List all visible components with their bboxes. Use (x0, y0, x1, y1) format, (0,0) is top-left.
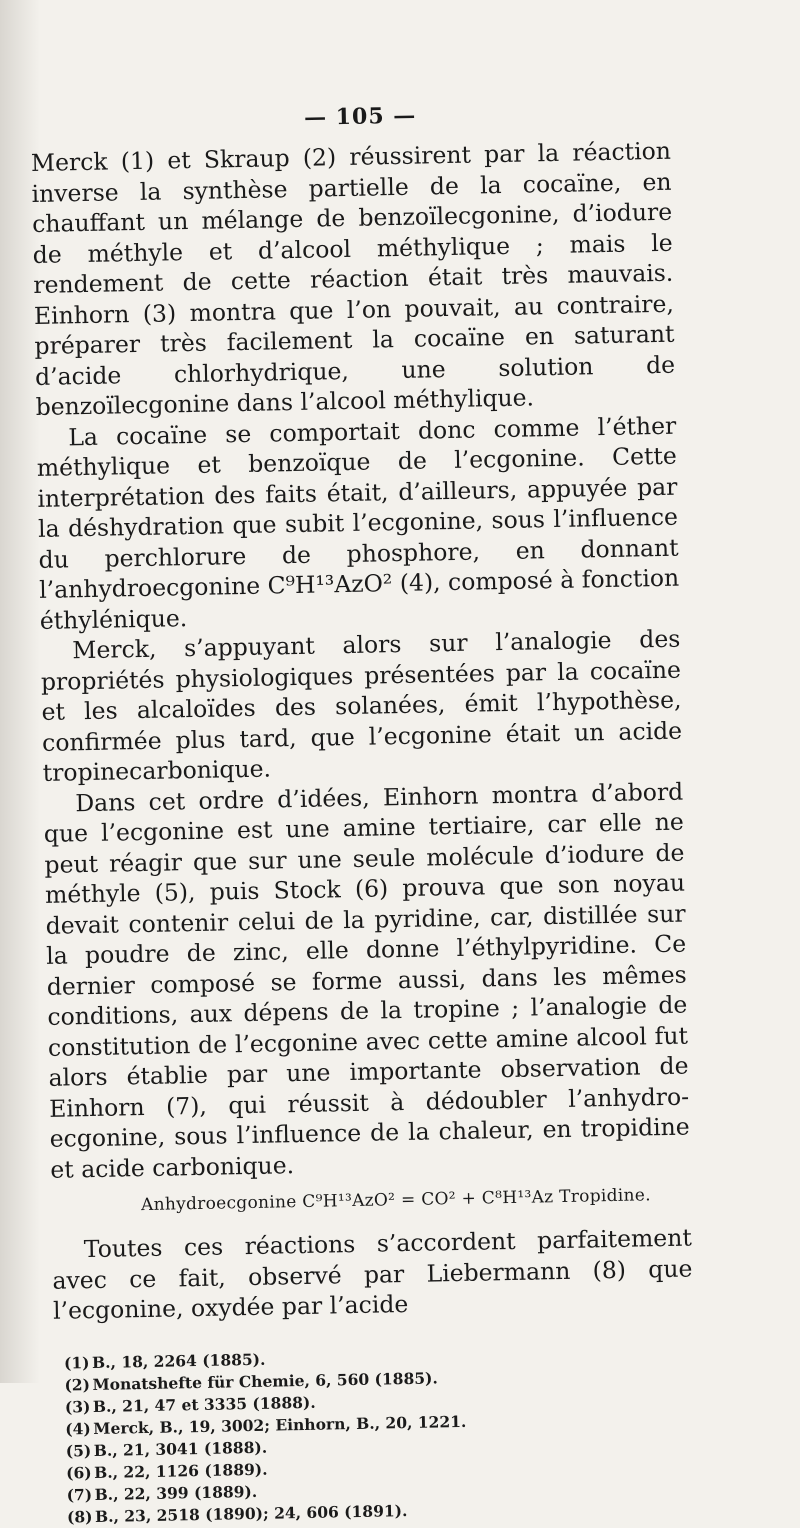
footnote-number: (4) (65, 1418, 91, 1439)
paragraph-3: Merck, s’appuyant alors sur l’analogie des propriétés physiologiques présentées par la cocaïne et les alcaloïdes des solanées, émit l’hypothèse, confirmée plus tard, que l’ecgonine était un acide tropinecarbonique. (40, 624, 683, 787)
paragraph-1: Merck (1) et Skraup (2) réussirent par la réaction inverse la synthèse partielle de la cocaïne, en chauffant un mélange de benzoïlecgonine, d’iodure de méthyle et d’alcool méthylique ; mais le rendement de cette réaction était très mauvais. Einhorn (3) montra que l’on pouvait, au contraire, préparer très facilement la cocaïne en saturant d’acide chlorhydrique, une solution de benzoïlecgonine dans l’alcool méthylique. (30, 136, 676, 421)
footnote-number: (8) (66, 1506, 93, 1527)
paragraph-4: Dans cet ordre d’idées, Einhorn montra d’abord que l’ecgonine est une amine tertiaire, car elle ne peut réagir que sur une seule molécule d’iodure de méthyle (5), puis Stock (6) prouva que son noyau devait contenir celui de la pyridine, car, distillée sur la poudre de zinc, elle donne l’éthylpyridine. Ce dernier composé se forme aussi, dans les mêmes conditions, aux dépens de la tropine ; l’analogie de constitution de l’ecgonine avec cette amine alcool fut alors établie par une importante observation de Einhorn (7), qui réussit à dédoubler l’anhydro-ecgonine, sous l’influence de la chaleur, en tropidine et acide carbonique. (43, 777, 690, 1184)
footnote-text: Monatshefte für Chemie, 6, 560 (1885). (92, 1367, 438, 1394)
footnote-text: B., 18, 2264 (1885). (91, 1349, 266, 1372)
footnote-number: (3) (64, 1396, 91, 1417)
footnote-number: (1) (63, 1352, 90, 1373)
footnote-text: B., 23, 2518 (1890); 24, 606 (1891). (94, 1500, 408, 1526)
footnote-text: B., 21, 3041 (1888). (93, 1437, 268, 1460)
closing-paragraph: Toutes ces réactions s’accordent parfaitement avec ce fait, observé par Liebermann (8) que l’ecgonine, oxydée par l’acide (52, 1223, 693, 1325)
footnote-text: B., 21, 47 et 3335 (1888). (92, 1392, 316, 1416)
footnote-number: (7) (66, 1484, 93, 1505)
footnote-text: B., 22, 1126 (1889). (93, 1459, 268, 1482)
page-number: — 105 — (303, 102, 417, 131)
paragraph-2: La cocaïne se comportait donc comme l’éther méthylique et benzoïque de l’ecgonine. Cette interprétation des faits était, d’ailleurs, appuyée par la déshydration que subit l’ecgonine, sous l’influence du perchlorure de phosphore, en donnant l’anhydroecgonine C⁹H¹³AzO² (4), composé à fonction éthylénique. (36, 411, 680, 635)
footnote-text: B., 22, 399 (1889). (94, 1481, 258, 1504)
footnote-number: (5) (65, 1440, 92, 1461)
footnote-text: Merck, B., 19, 3002; Einhorn, B., 20, 1221. (93, 1411, 467, 1438)
footnote-number: (6) (65, 1462, 92, 1483)
chemical-formula: Anhydroecgonine C⁹H¹³AzO² = CO² + C⁸H¹³Az Tropidine. (140, 1185, 652, 1216)
footnote-number: (2) (64, 1374, 91, 1395)
footnotes (54, 1340, 697, 1528)
book-page (30, 98, 697, 1528)
